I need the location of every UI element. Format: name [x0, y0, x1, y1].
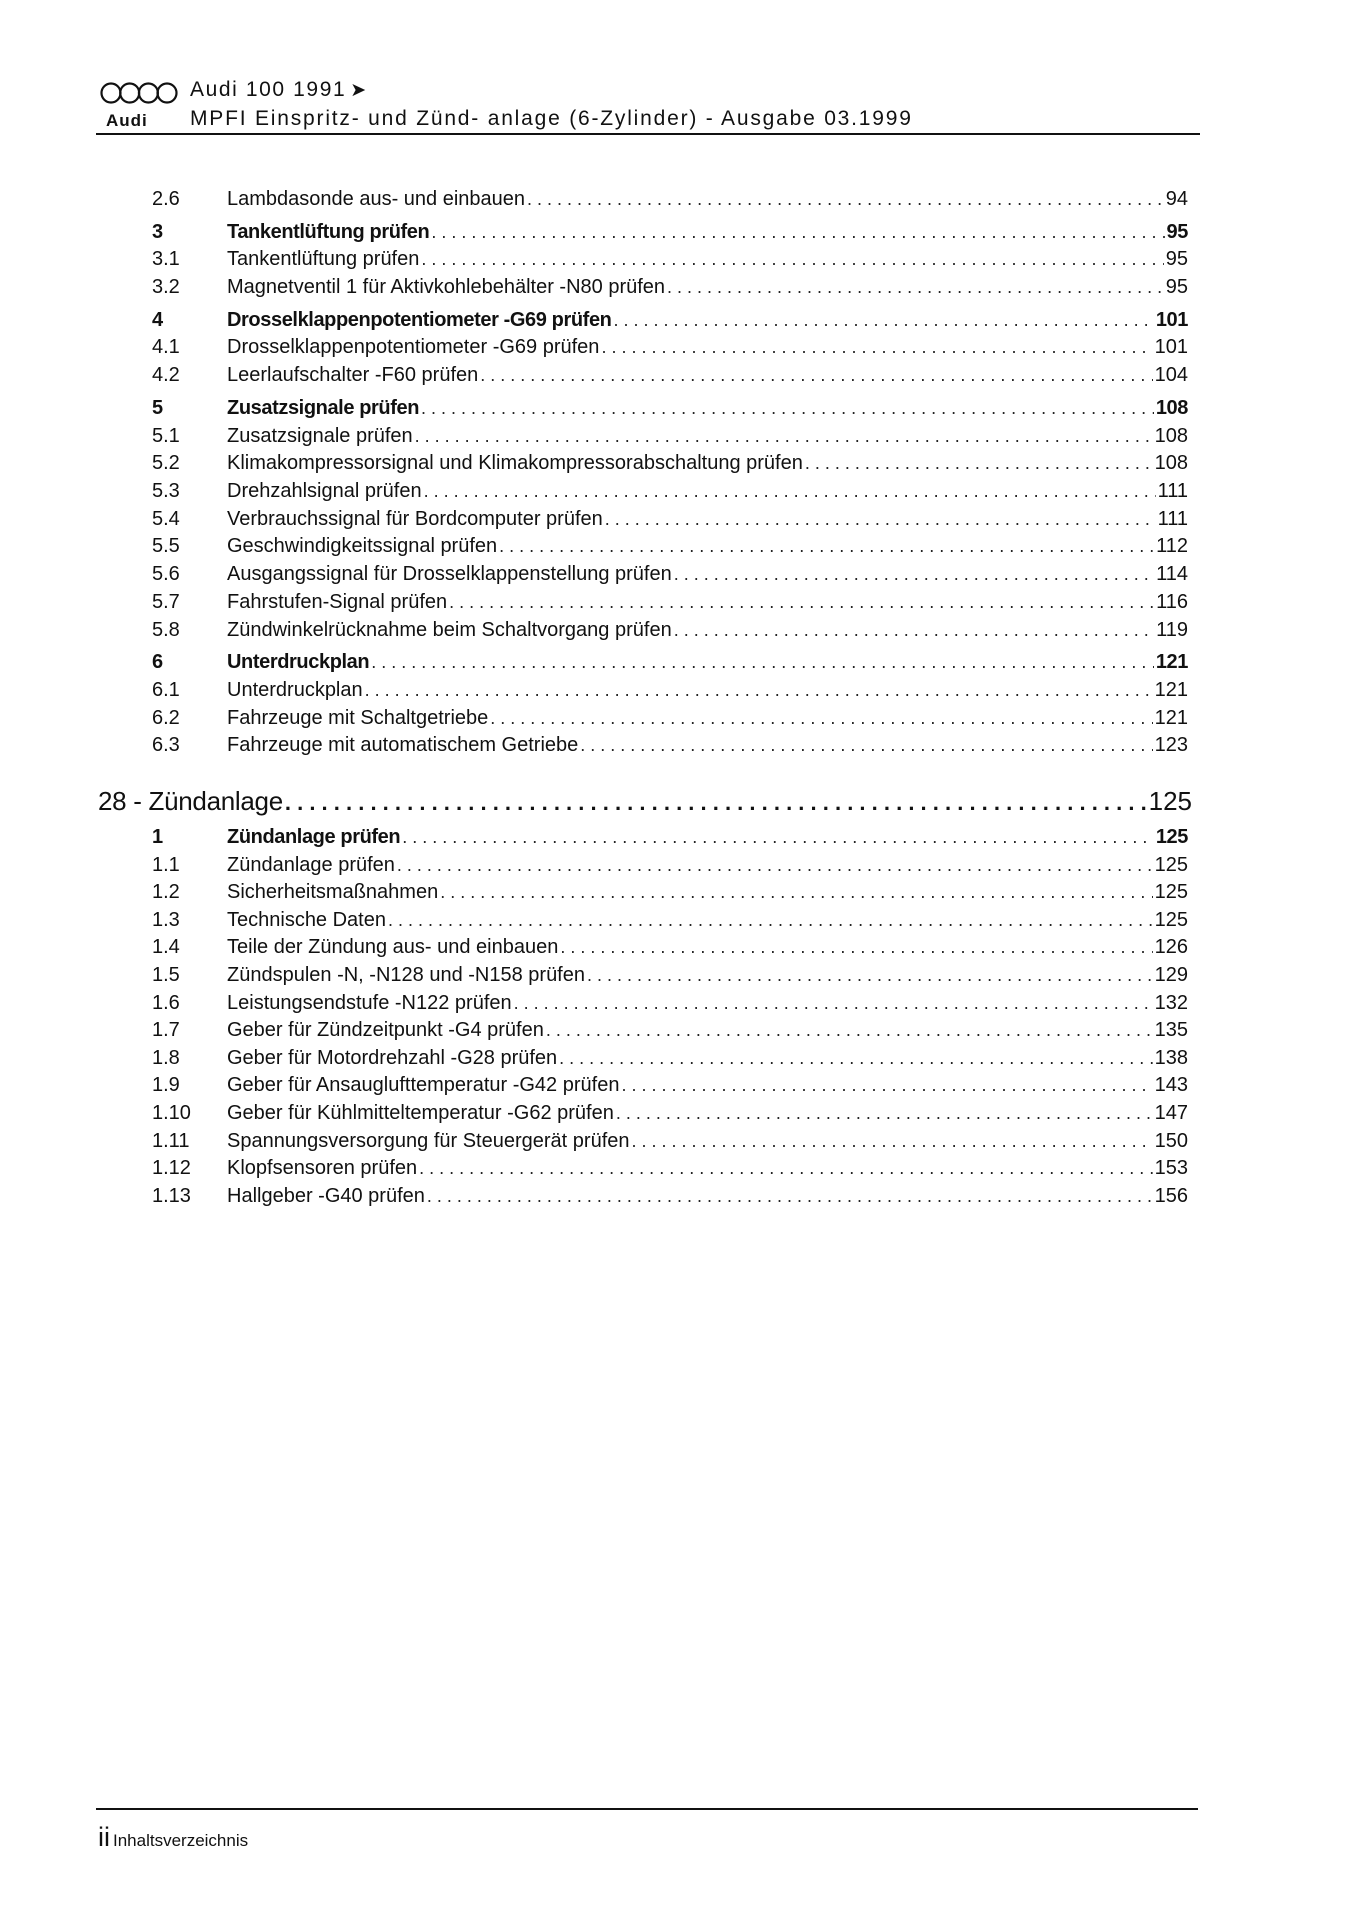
toc-entry-body: [227, 1127, 1188, 1155]
toc-entry-number: 4.1: [152, 336, 180, 358]
toc-entry-page: 111: [1157, 508, 1188, 530]
toc-entry[interactable]: [152, 560, 1188, 588]
toc-entry-page: 121: [1154, 679, 1188, 701]
toc-entry[interactable]: [152, 394, 1188, 422]
dot-leader: [397, 851, 1153, 879]
dot-leader: [546, 1016, 1153, 1044]
toc-entry-body: [227, 361, 1188, 389]
dot-leader: [419, 1154, 1152, 1182]
toc-entry[interactable]: [152, 588, 1188, 616]
toc-entry[interactable]: [152, 989, 1188, 1017]
page-footer: [98, 1822, 248, 1853]
toc-entry-title: Zündanlage prüfen: [227, 826, 401, 848]
toc-entry-body: [227, 1016, 1188, 1044]
header-divider: [96, 133, 1200, 135]
dot-leader: [580, 731, 1152, 759]
toc-entry-title: Zusatzsignale prüfen: [227, 425, 413, 447]
toc-entry-page: 95: [1165, 248, 1188, 270]
toc-entry-body: [227, 422, 1188, 450]
toc-entry-page: 132: [1154, 992, 1188, 1014]
toc-entry-title: Zündspulen -N, -N128 und -N158 prüfen: [227, 964, 585, 986]
toc-entry-page: 114: [1156, 563, 1188, 585]
toc-entry-title: Drosselklappenpotentiometer -G69 prüfen: [227, 309, 612, 331]
toc-entry-title: Geber für Motordrehzahl -G28 prüfen: [227, 1047, 558, 1069]
toc-entry-title: Magnetventil 1 für Aktivkohlebehälter -N80 prüfen: [227, 276, 666, 298]
toc-entry-page: 119: [1156, 619, 1188, 641]
toc-entry-body: [227, 1099, 1188, 1127]
toc-entry[interactable]: [152, 422, 1188, 450]
toc-entry-title: Hallgeber -G40 prüfen: [227, 1185, 425, 1207]
toc-entry-number: 6.2: [152, 707, 180, 729]
toc-entry-number: 3: [152, 221, 163, 243]
toc-entry-body: [227, 245, 1188, 273]
toc-entry-title: Tankentlüftung prüfen: [227, 221, 430, 243]
toc-entry-body: [227, 273, 1188, 301]
toc-entry-page: 112: [1156, 535, 1188, 557]
toc-entry-number: 5.3: [152, 480, 180, 502]
toc-entry-page: 101: [1155, 309, 1188, 331]
dot-leader: [674, 616, 1154, 644]
toc-entry-title: Zündwinkelrücknahme beim Schaltvorgang prüfen: [227, 619, 672, 641]
toc-entry-title: Geber für Zündzeitpunkt -G4 prüfen: [227, 1019, 544, 1041]
toc-entry-body: [227, 731, 1188, 759]
toc-entry-page: 116: [1156, 591, 1188, 613]
toc-entry-number: 5.7: [152, 591, 180, 613]
toc-entry-body: [227, 477, 1188, 505]
dot-leader: [499, 532, 1154, 560]
toc-entry-title: Zusatzsignale prüfen: [227, 397, 420, 419]
toc-entry-title: Geber für Kühlmitteltemperatur -G62 prüfen: [227, 1102, 614, 1124]
toc-entry-number: 5.8: [152, 619, 180, 641]
toc-entry-page: 143: [1154, 1074, 1188, 1096]
toc-entry-body: [227, 532, 1188, 560]
toc-entry-page: 135: [1154, 1019, 1188, 1041]
toc-entry-title: Sicherheitsmaßnahmen: [227, 881, 439, 903]
toc-entry[interactable]: [152, 1044, 1188, 1072]
toc-entry-number: 1.9: [152, 1074, 180, 1096]
toc-entry-number: 4: [152, 309, 163, 331]
toc-entry[interactable]: [152, 361, 1188, 389]
toc-entry-number: 1: [152, 826, 163, 848]
toc-entry-title: Spannungsversorgung für Steuergerät prüfen: [227, 1130, 630, 1152]
toc-entry-page: 125: [1154, 909, 1188, 931]
toc-entry-page: 95: [1165, 276, 1188, 298]
toc-entry-title: Ausgangssignal für Drosselklappenstellung prüfen: [227, 563, 672, 585]
toc-entry-body: [227, 906, 1188, 934]
toc-entry-body: [227, 676, 1188, 704]
toc-entry-number: 2.6: [152, 188, 180, 210]
toc-entry-page: 101: [1154, 336, 1188, 358]
toc-entry-page: 95: [1166, 221, 1188, 243]
toc-entry-page: 126: [1154, 936, 1188, 958]
toc-entry[interactable]: [152, 449, 1188, 477]
toc-entry-body: [227, 218, 1188, 246]
toc-entry-body: [227, 851, 1188, 879]
toc-entry[interactable]: [152, 185, 1188, 213]
toc-entry-number: 1.8: [152, 1047, 180, 1069]
dot-leader: [431, 218, 1164, 246]
dot-leader: [560, 933, 1152, 961]
toc-entry[interactable]: [152, 823, 1188, 851]
chapter-heading[interactable]: [98, 783, 1192, 819]
dot-leader: [421, 394, 1154, 422]
toc-entry-number: 3.1: [152, 248, 180, 270]
toc-entry[interactable]: [152, 1071, 1188, 1099]
toc-entry-body: [227, 989, 1188, 1017]
toc-entry[interactable]: [152, 1016, 1188, 1044]
toc-entry[interactable]: [152, 1127, 1188, 1155]
header-manual-title: MPFI Einspritz- und Zünd- anlage (6-Zylinder) - Ausgabe 03.1999: [190, 107, 913, 130]
toc-entry-number: 1.1: [152, 854, 180, 876]
toc-entry-number: 1.7: [152, 1019, 180, 1041]
toc-entry[interactable]: [152, 961, 1188, 989]
toc-entry-page: 125: [1155, 826, 1188, 848]
toc-entry-title: Fahrstufen-Signal prüfen: [227, 591, 448, 613]
toc-entry-number: 1.12: [152, 1157, 191, 1179]
toc-entry-body: [227, 306, 1188, 334]
toc-entry[interactable]: [152, 704, 1188, 732]
dot-leader: [365, 676, 1153, 704]
toc-entry[interactable]: [152, 906, 1188, 934]
toc-entry-title: Unterdruckplan: [227, 679, 363, 701]
brand-logo: [98, 78, 178, 134]
dot-leader: [616, 1099, 1153, 1127]
dot-leader: [402, 823, 1154, 851]
dot-leader: [388, 906, 1153, 934]
toc-entry-page: 111: [1157, 480, 1188, 502]
toc-entry-number: 4.2: [152, 364, 180, 386]
toc-entry-title: Teile der Zündung aus- und einbauen: [227, 936, 559, 958]
toc-entry-number: 6: [152, 651, 163, 673]
dot-leader: [415, 422, 1153, 450]
toc-entry-number: 1.5: [152, 964, 180, 986]
chapter-page: 125: [1148, 786, 1192, 816]
toc-entry-number: 1.10: [152, 1102, 191, 1124]
toc-entry-body: [227, 588, 1188, 616]
toc-entry-title: Lambdasonde aus- und einbauen: [227, 188, 526, 210]
toc-entry-title: Leistungsendstufe -N122 prüfen: [227, 992, 512, 1014]
toc-entry-page: 104: [1154, 364, 1188, 386]
toc-entry-page: 108: [1154, 452, 1188, 474]
toc-entry-number: 5.5: [152, 535, 180, 557]
dot-leader: [674, 560, 1154, 588]
toc-entry-page: 108: [1154, 425, 1188, 447]
toc-entry-title: Fahrzeuge mit automatischem Getriebe: [227, 734, 579, 756]
toc-entry[interactable]: [152, 306, 1188, 334]
toc-entry-page: 156: [1154, 1185, 1188, 1207]
toc-entry-number: 5: [152, 397, 163, 419]
toc-entry-body: [227, 616, 1188, 644]
toc-entry[interactable]: [152, 851, 1188, 879]
toc-entry-page: 121: [1155, 651, 1188, 673]
toc-entry-title: Tankentlüftung prüfen: [227, 248, 420, 270]
toc-entry-page: 108: [1155, 397, 1188, 419]
toc-entry-body: [227, 394, 1188, 422]
toc-entry-number: 3.2: [152, 276, 180, 298]
toc-entry-page: 150: [1154, 1130, 1188, 1152]
toc-entry[interactable]: [152, 878, 1188, 906]
audi-rings-icon: [100, 82, 178, 104]
toc-entry-number: 5.6: [152, 563, 180, 585]
dot-leader: [449, 588, 1154, 616]
toc-entry[interactable]: [152, 1182, 1188, 1210]
page-number: ii: [98, 1822, 110, 1852]
chapter-title: 28 - Zündanlage: [98, 786, 283, 816]
dot-leader: [621, 1071, 1152, 1099]
toc-entry-number: 1.3: [152, 909, 180, 931]
toc-entry-title: Zündanlage prüfen: [227, 854, 395, 876]
toc-entry-page: 147: [1154, 1102, 1188, 1124]
toc-entry-body: [227, 333, 1188, 361]
toc-entry[interactable]: [152, 933, 1188, 961]
toc-entry-number: 1.13: [152, 1185, 191, 1207]
toc-entry-number: 5.1: [152, 425, 180, 447]
dot-leader: [601, 333, 1152, 361]
toc-entry-title: Fahrzeuge mit Schaltgetriebe: [227, 707, 489, 729]
toc-entry[interactable]: [152, 333, 1188, 361]
toc-entry[interactable]: [152, 1099, 1188, 1127]
toc-entry-title: Verbrauchssignal für Bordcomputer prüfen: [227, 508, 603, 530]
toc-entry-page: 123: [1154, 734, 1188, 756]
toc-entry-body: [227, 1071, 1188, 1099]
toc-entry-title: Klimakompressorsignal und Klimakompressorabschaltung prüfen: [227, 452, 803, 474]
toc-entry[interactable]: [152, 245, 1188, 273]
toc-entry-number: 5.4: [152, 508, 180, 530]
toc-entry-body: [227, 961, 1188, 989]
toc-entry-title: Geber für Ansauglufttemperatur -G42 prüfen: [227, 1074, 620, 1096]
dot-leader: [285, 785, 1147, 819]
toc-entry-body: [227, 560, 1188, 588]
footer-section-title: Inhaltsverzeichnis: [113, 1831, 249, 1850]
footer-divider: [96, 1808, 1198, 1810]
toc-entry-number: 5.2: [152, 452, 180, 474]
dot-leader: [440, 878, 1152, 906]
toc-entry-number: 6.3: [152, 734, 180, 756]
dot-leader: [605, 505, 1156, 533]
toc-entry-page: 121: [1154, 707, 1188, 729]
dot-leader: [805, 449, 1153, 477]
toc-entry-page: 125: [1154, 854, 1188, 876]
toc-entry-number: 6.1: [152, 679, 180, 701]
toc-entry[interactable]: [152, 731, 1188, 759]
arrow-right-icon: ➤: [350, 80, 368, 101]
toc-entry-title: Geschwindigkeitssignal prüfen: [227, 535, 498, 557]
page-header: [98, 78, 1200, 136]
dot-leader: [514, 989, 1153, 1017]
dot-leader: [490, 704, 1152, 732]
toc-entry[interactable]: [152, 505, 1188, 533]
toc-entry-page: 94: [1165, 188, 1188, 210]
toc-entry-number: 1.4: [152, 936, 180, 958]
toc-entry-body: [227, 704, 1188, 732]
toc-entry-body: [227, 823, 1188, 851]
dot-leader: [632, 1127, 1153, 1155]
toc-entry-body: [227, 648, 1188, 676]
toc-entry-body: [227, 185, 1188, 213]
toc-entry-page: 153: [1154, 1157, 1188, 1179]
dot-leader: [559, 1044, 1152, 1072]
toc-entry[interactable]: [152, 477, 1188, 505]
toc-entry-number: 1.11: [152, 1130, 190, 1152]
dot-leader: [613, 306, 1153, 334]
toc-entry[interactable]: [152, 1154, 1188, 1182]
toc-entry-body: [227, 1044, 1188, 1072]
dot-leader: [587, 961, 1153, 989]
dot-leader: [427, 1182, 1153, 1210]
dot-leader: [480, 361, 1152, 389]
toc-entry-number: 1.6: [152, 992, 180, 1014]
toc-entry-title: Unterdruckplan: [227, 651, 370, 673]
toc-entry-body: [227, 449, 1188, 477]
toc-entry[interactable]: [152, 218, 1188, 246]
toc-entry-body: [227, 878, 1188, 906]
toc-entry-page: 125: [1154, 881, 1188, 903]
toc-entry-number: 1.2: [152, 881, 180, 903]
toc-entry[interactable]: [152, 273, 1188, 301]
toc-entry[interactable]: [152, 616, 1188, 644]
dot-leader: [667, 273, 1164, 301]
toc-entry-body: [227, 1182, 1188, 1210]
header-model: [190, 78, 368, 102]
dot-leader: [424, 477, 1156, 505]
toc-entry-title: Drosselklappenpotentiometer -G69 prüfen: [227, 336, 600, 358]
brand-wordmark: Audi: [106, 111, 148, 130]
toc-entry-body: [227, 505, 1188, 533]
toc-entry-body: [227, 1154, 1188, 1182]
toc-entry-body: [227, 933, 1188, 961]
toc-entry[interactable]: [152, 648, 1188, 676]
toc-entry-page: 138: [1154, 1047, 1188, 1069]
toc-entry-title: Leerlaufschalter -F60 prüfen: [227, 364, 479, 386]
toc-entry-title: Klopfsensoren prüfen: [227, 1157, 418, 1179]
dot-leader: [527, 185, 1164, 213]
toc-entry-page: 129: [1154, 964, 1188, 986]
dot-leader: [371, 648, 1154, 676]
toc-entry[interactable]: [152, 532, 1188, 560]
header-model-text: Audi 100 1991: [190, 78, 347, 101]
toc-entry-title: Drehzahlsignal prüfen: [227, 480, 422, 502]
dot-leader: [421, 245, 1163, 273]
toc-entry[interactable]: [152, 676, 1188, 704]
toc-entry-title: Technische Daten: [227, 909, 386, 931]
